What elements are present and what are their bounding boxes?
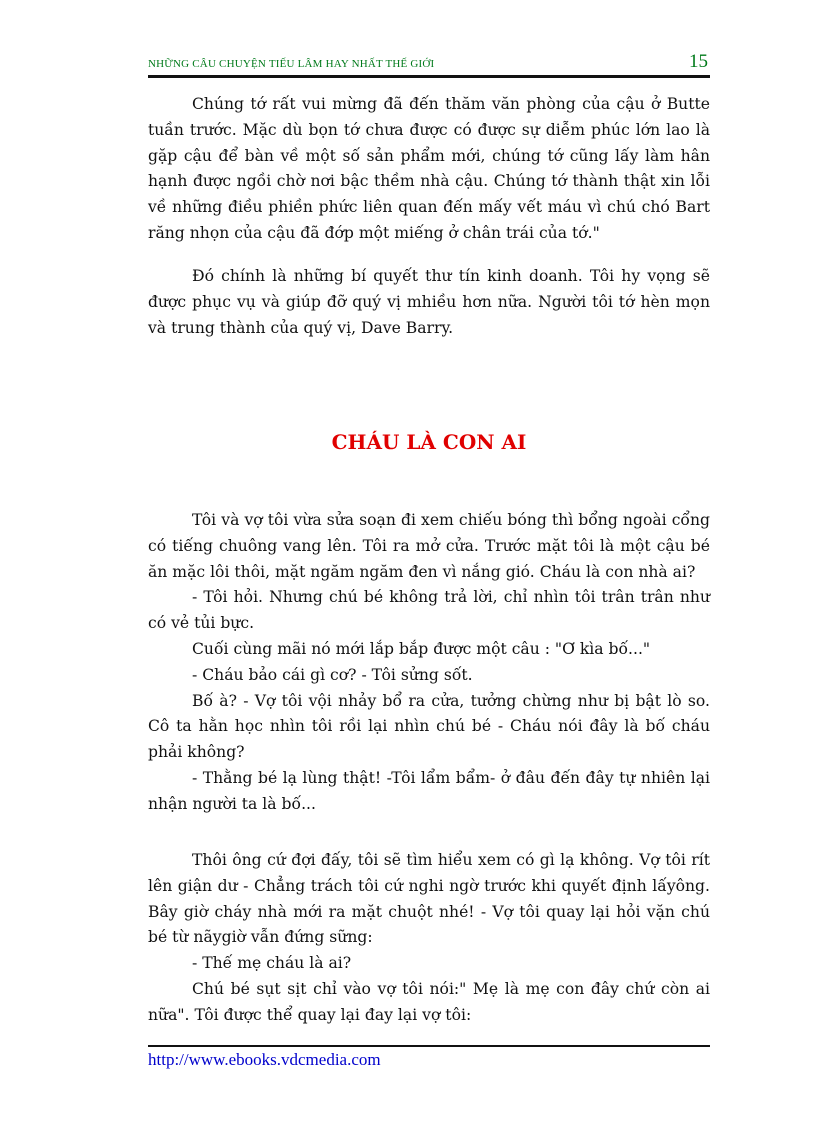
- story-paragraph: - Thằng bé lạ lùng thật! -Tôi lẩm bẩm- ở đâu đến đây tự nhiên lại nhận người ta là bố...: [148, 768, 710, 813]
- story-paragraph: Bố à? - Vợ tôi vội nhảy bổ ra cửa, tưởng chừng như bị bật lò so. Cô ta hằn học nhìn tôi rồi lại nhìn chú bé - Cháu nói đây là bố cháu phải không?: [148, 691, 710, 762]
- story-paragraph: Thôi ông cứ đợi đấy, tôi sẽ tìm hiểu xem có gì lạ không. Vợ tôi rít lên giận dư - Chẳng trách tôi cứ nghi ngờ trước khi quyết định lấyông. Bây giờ cháy nhà mới ra mặt chuột nhé! - Vợ tôi quay lại hỏi vặn chú bé từ nãygiờ vẫn đứng sững:: [148, 851, 710, 947]
- story-paragraph: - Cháu bảo cái gì cơ? - Tôi sửng sốt.: [192, 665, 473, 684]
- footer-link[interactable]: http://www.ebooks.vdcmedia.com: [148, 1050, 381, 1069]
- story-paragraph: - Thế mẹ cháu là ai?: [192, 954, 352, 973]
- story-paragraph: - Tôi hỏi. Nhưng chú bé không trả lời, chỉ nhìn tôi trân trân như có vẻ tủi bực.: [148, 588, 710, 633]
- story-block: [148, 848, 710, 1029]
- story-paragraph: Chú bé sụt sịt chỉ vào vợ tôi nói:" Mẹ là mẹ con đây chứ còn ai nữa". Tôi được thể quay lại đay lại vợ tôi:: [148, 979, 710, 1024]
- page-number: 15: [689, 51, 708, 72]
- paragraph: Chúng tớ rất vui mừng đã đến thăm văn phòng của cậu ở Butte tuần trước. Mặc dù bọn tớ chưa được có được sự diễm phúc lớn lao là gặp cậu để bàn về một số sản phẩm mới, chúng tớ cũng lấy làm hân hạnh được ngồi chờ nơi bậc thềm nhà cậu. Chúng tớ thành thật xin lỗi về những điều phiền phức liên quan đến mấy vết máu vì chú chó Bart răng nhọn của cậu đã đớp một miếng ở chân trái của tớ.": [148, 95, 710, 242]
- book-title: NHỮNG CÂU CHUYỆN TIẾU LÂM HAY NHẤT THẾ GIỚI: [148, 58, 435, 70]
- story-paragraph: Cuối cùng mãi nó mới lắp bắp được một câu : "Ơ kìa bố...": [192, 639, 651, 658]
- story-block: [148, 508, 710, 818]
- story-paragraph: Tôi và vợ tôi vừa sửa soạn đi xem chiếu bóng thì bổng ngoài cổng có tiếng chuông vang lên. Tôi ra mở cửa. Trước mặt tôi là một cậu bé ăn mặc lôi thôi, mặt ngăm ngăm đen vì nắng gió. Cháu là con nhà ai?: [148, 511, 710, 581]
- paragraph: Đó chính là những bí quyết thư tín kinh doanh. Tôi hy vọng sẽ được phục vụ và giúp đỡ quý vị mhiều hơn nữa. Người tôi tớ hèn mọn và trung thành của quý vị, Dave Barry.: [148, 267, 710, 337]
- footer-divider: [148, 1045, 710, 1047]
- section-title: CHÁU LÀ CON AI: [331, 430, 527, 454]
- header-divider: [148, 75, 710, 78]
- running-header: [148, 51, 710, 74]
